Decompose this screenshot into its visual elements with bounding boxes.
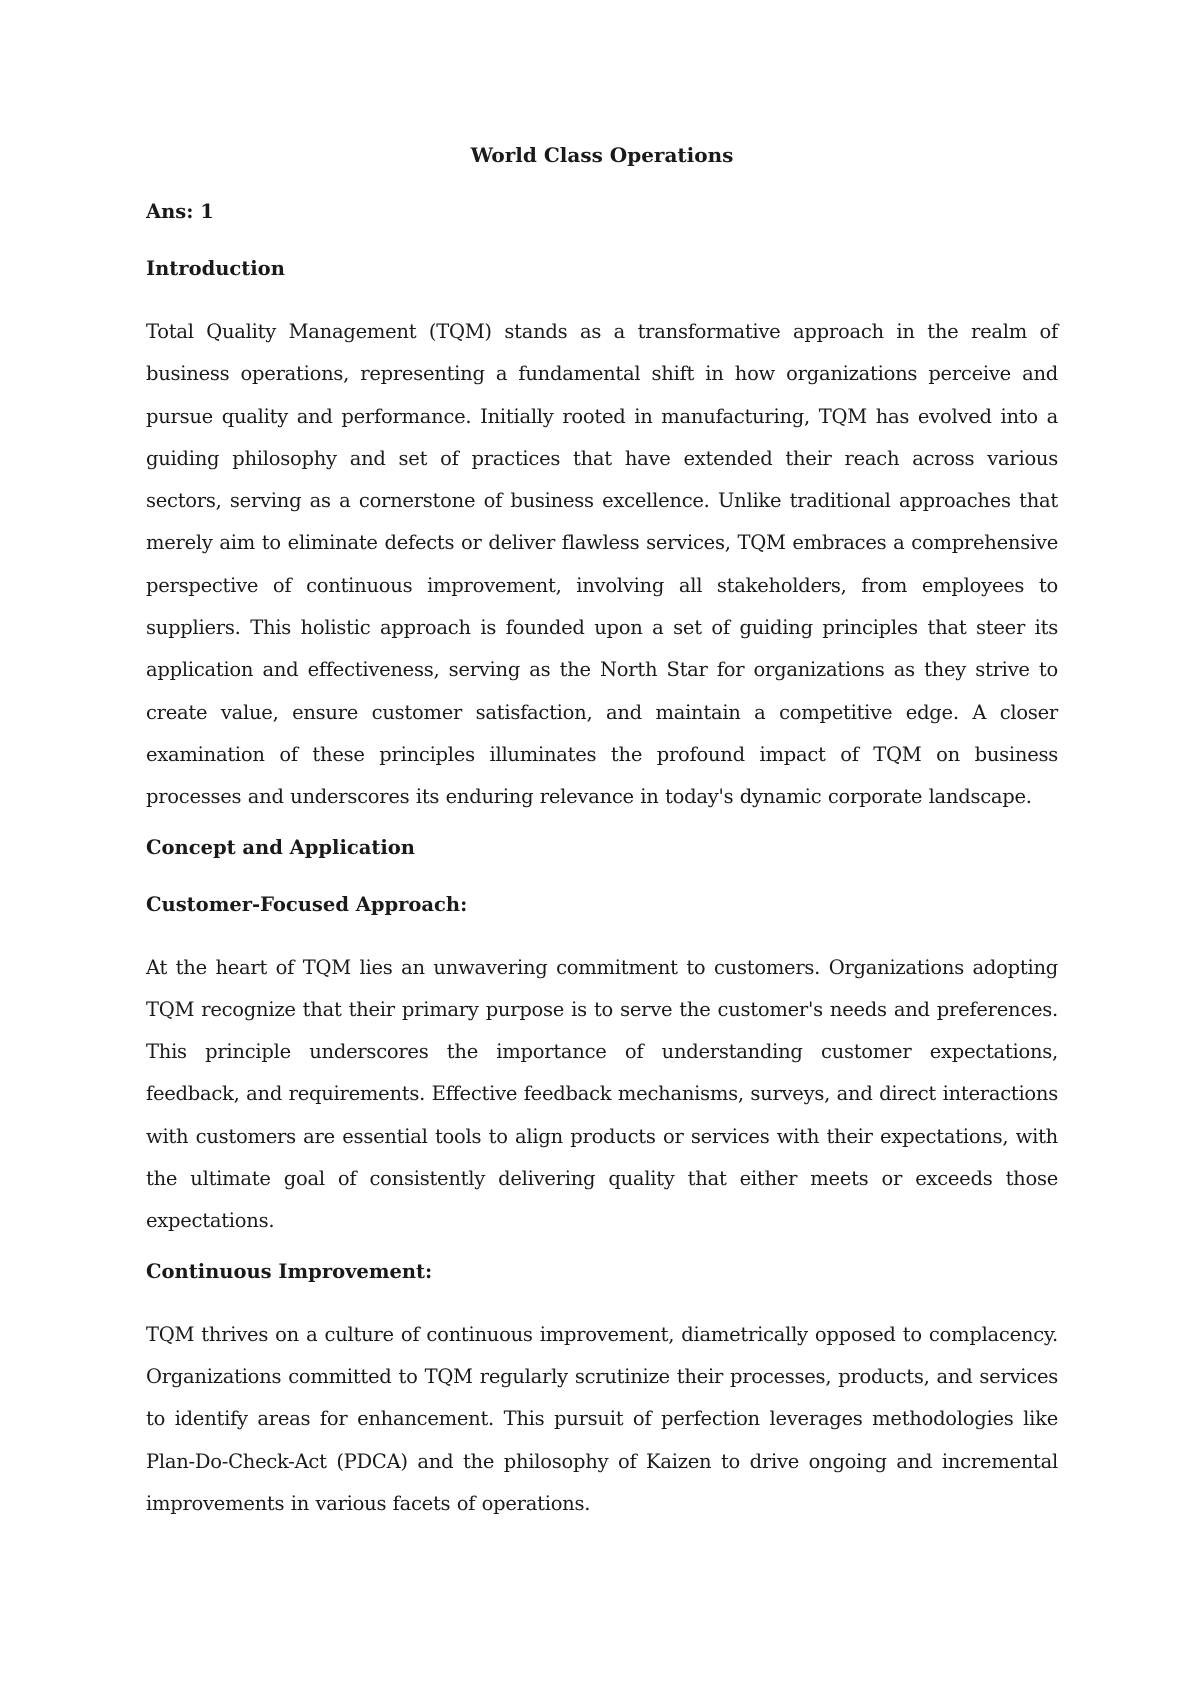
customer-focus-paragraph: At the heart of TQM lies an unwavering commitment to customers. Organizations adopting TQM recognize that their primary purpose is to serve the customer's needs and preferences. This principle underscores the importance of understanding customer expectations, feedback, and requirements. Effective feedback mechanisms, surveys, and direct interactions with customers are essential tools to align products or services with their expectations, with the ultimate goal of consistently delivering quality that either meets or exceeds those expectations. [146, 955, 1058, 1233]
concept-heading: Concept and Application [146, 835, 415, 859]
continuous-improvement-heading: Continuous Improvement: [146, 1259, 433, 1283]
introduction-heading: Introduction [146, 257, 285, 280]
continuous-improvement-paragraph: TQM thrives on a culture of continuous improvement, diametrically opposed to complacency. Organizations committed to TQM regularly scrutinize their processes, products, and services to identify areas for enhancement. This pursuit of perfection leverages methodologies like Plan-Do-Check-Act (PDCA) and the philosophy of Kaizen to drive ongoing and incremental improvements in various facets of operations. [146, 1322, 1058, 1515]
document-content [146, 140, 1058, 1539]
answer-label: Ans: 1 [146, 200, 214, 223]
customer-focus-heading: Customer-Focused Approach: [146, 892, 468, 916]
document-title: World Class Operations [470, 143, 734, 167]
introduction-paragraph: Total Quality Management (TQM) stands as a transformative approach in the realm of business operations, representing a fundamental shift in how organizations perceive and pursue quality and performance. Initially rooted in manufacturing, TQM has evolved into a guiding philosophy and set of practices that have extended their reach across various sectors, serving as a cornerstone of business excellence. Unlike traditional approaches that merely aim to eliminate defects or deliver flawless services, TQM embraces a comprehensive perspective of continuous improvement, involving all stakeholders, from employees to suppliers. This holistic approach is founded upon a set of guiding principles that steer its application and effectiveness, serving as the North Star for organizations as they strive to create value, ensure customer satisfaction, and maintain a competitive edge. A closer examination of these principles illuminates the profound impact of TQM on business processes and underscores its enduring relevance in today's dynamic corporate landscape. [146, 320, 1058, 809]
